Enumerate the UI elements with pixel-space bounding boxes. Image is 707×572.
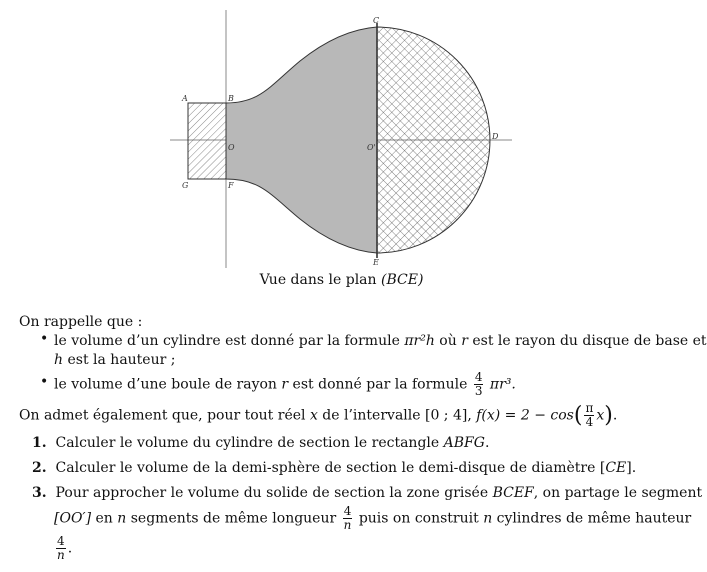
question-3-line1: 3. Pour approcher le volume du solide de section la zone grisée BCEF, on partage le segment: [32, 485, 703, 501]
label-f: F: [228, 181, 234, 190]
bullet-cylinder-line2: h est la hauteur ;: [54, 352, 176, 368]
bullet-cylinder-line1: le volume d’un cylindre est donné par la formule πr²h où r est le rayon du disque de base et: [54, 333, 707, 349]
label-e: E: [373, 258, 379, 267]
label-b: B: [228, 94, 234, 103]
recall-intro: On rappelle que :: [19, 314, 143, 330]
solid-section-figure: [150, 6, 530, 274]
label-o: O: [228, 143, 235, 152]
admit-statement: On admet également que, pour tout réel x de l’intervalle [0 ; 4], f(x) = 2 − cos( $\frac{\pi}{4}$ x).: [19, 401, 618, 429]
figure-caption: Vue dans le plan (BCE): [259, 272, 424, 288]
question-1: 1. Calculer le volume du cylindre de section le rectangle ABFG.: [32, 435, 490, 451]
label-g: G: [182, 181, 189, 190]
fraction-four-thirds: $\frac{4}{3}$: [474, 370, 483, 398]
fraction-four-over-n: $\frac{4}{n}$: [343, 504, 352, 532]
question-2: 2. Calculer le volume de la demi-sphère de section le demi-disque de diamètre [CE].: [32, 460, 637, 476]
fraction-four-over-n-height: $\frac{4}{n}$: [57, 534, 65, 562]
label-c: C: [373, 16, 380, 25]
zone-bcef: [226, 27, 377, 253]
question-3-line3: $\frac{4}{n}$ .: [57, 534, 73, 562]
fraction-pi-over-four: $\frac{\pi}{4}$: [585, 401, 594, 429]
half-disk: [377, 27, 490, 253]
bullet-dot: •: [40, 331, 49, 347]
question-3-line2: [OO′] en n segments de même longueur $\frac{4}{n}$ puis on construit n cylindres de même hauteur: [54, 504, 692, 532]
label-o-prime: O': [367, 143, 376, 152]
label-a: A: [182, 94, 188, 103]
bullet-sphere: le volume d’une boule de rayon r est donné par la formule $\frac{4}{3}$ πr³.: [54, 370, 516, 398]
label-d: D: [492, 132, 499, 141]
rectangle-abfg: [188, 103, 226, 179]
bullet-dot: •: [40, 374, 49, 390]
